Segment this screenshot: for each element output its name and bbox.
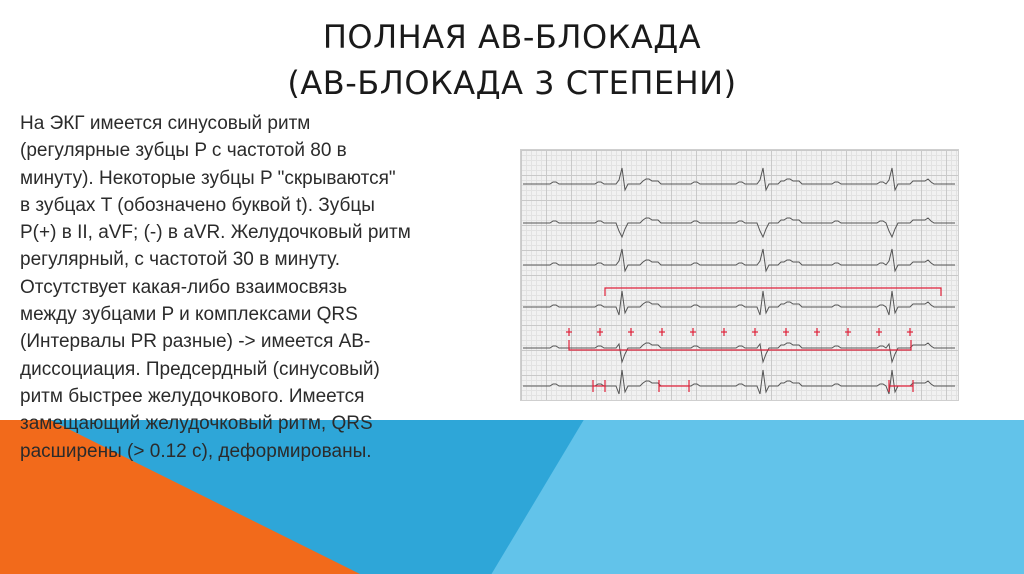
ecg-lead-trace — [523, 343, 955, 362]
ecg-strip-image — [520, 149, 959, 401]
slide-body-text: На ЭКГ имеется синусовый ритм (регулярные зубцы P с частотой 80 в минуту). Некоторые зубцы P "скрываются" в зубцах T (обозначено буквой t). Зубцы P(+) в II, aVF; (-) в aVR. Желудочковый ритм регулярный, с частотой 30 в минуту. Отсутствует какая-либо взаимосвязь между зубцами P и комплексами QRS (Интервалы PR разные) -> имеется АВ- диссоциация. Предсердный (синусовый) ритм быстрее желудочкового. Имеется замещающий желудочковый ритм, QRS расширены (> 0.12 с), деформированы. — [20, 113, 411, 462]
ecg-lead-trace — [523, 218, 955, 237]
slide-title — [0, 14, 1024, 106]
slide-title-line-1: ПОЛНАЯ АВ-БЛОКАДА — [322, 18, 702, 56]
ecg-lead-trace — [523, 168, 955, 190]
ecg-traces — [521, 150, 960, 402]
slide-title-line-2: (АВ-БЛОКАДА 3 СТЕПЕНИ) — [287, 64, 737, 102]
ecg-lead-trace — [523, 291, 955, 315]
ecg-lead-trace — [523, 249, 955, 271]
ecg-lead-trace — [523, 370, 955, 394]
annotation-bracket-top — [605, 288, 941, 296]
